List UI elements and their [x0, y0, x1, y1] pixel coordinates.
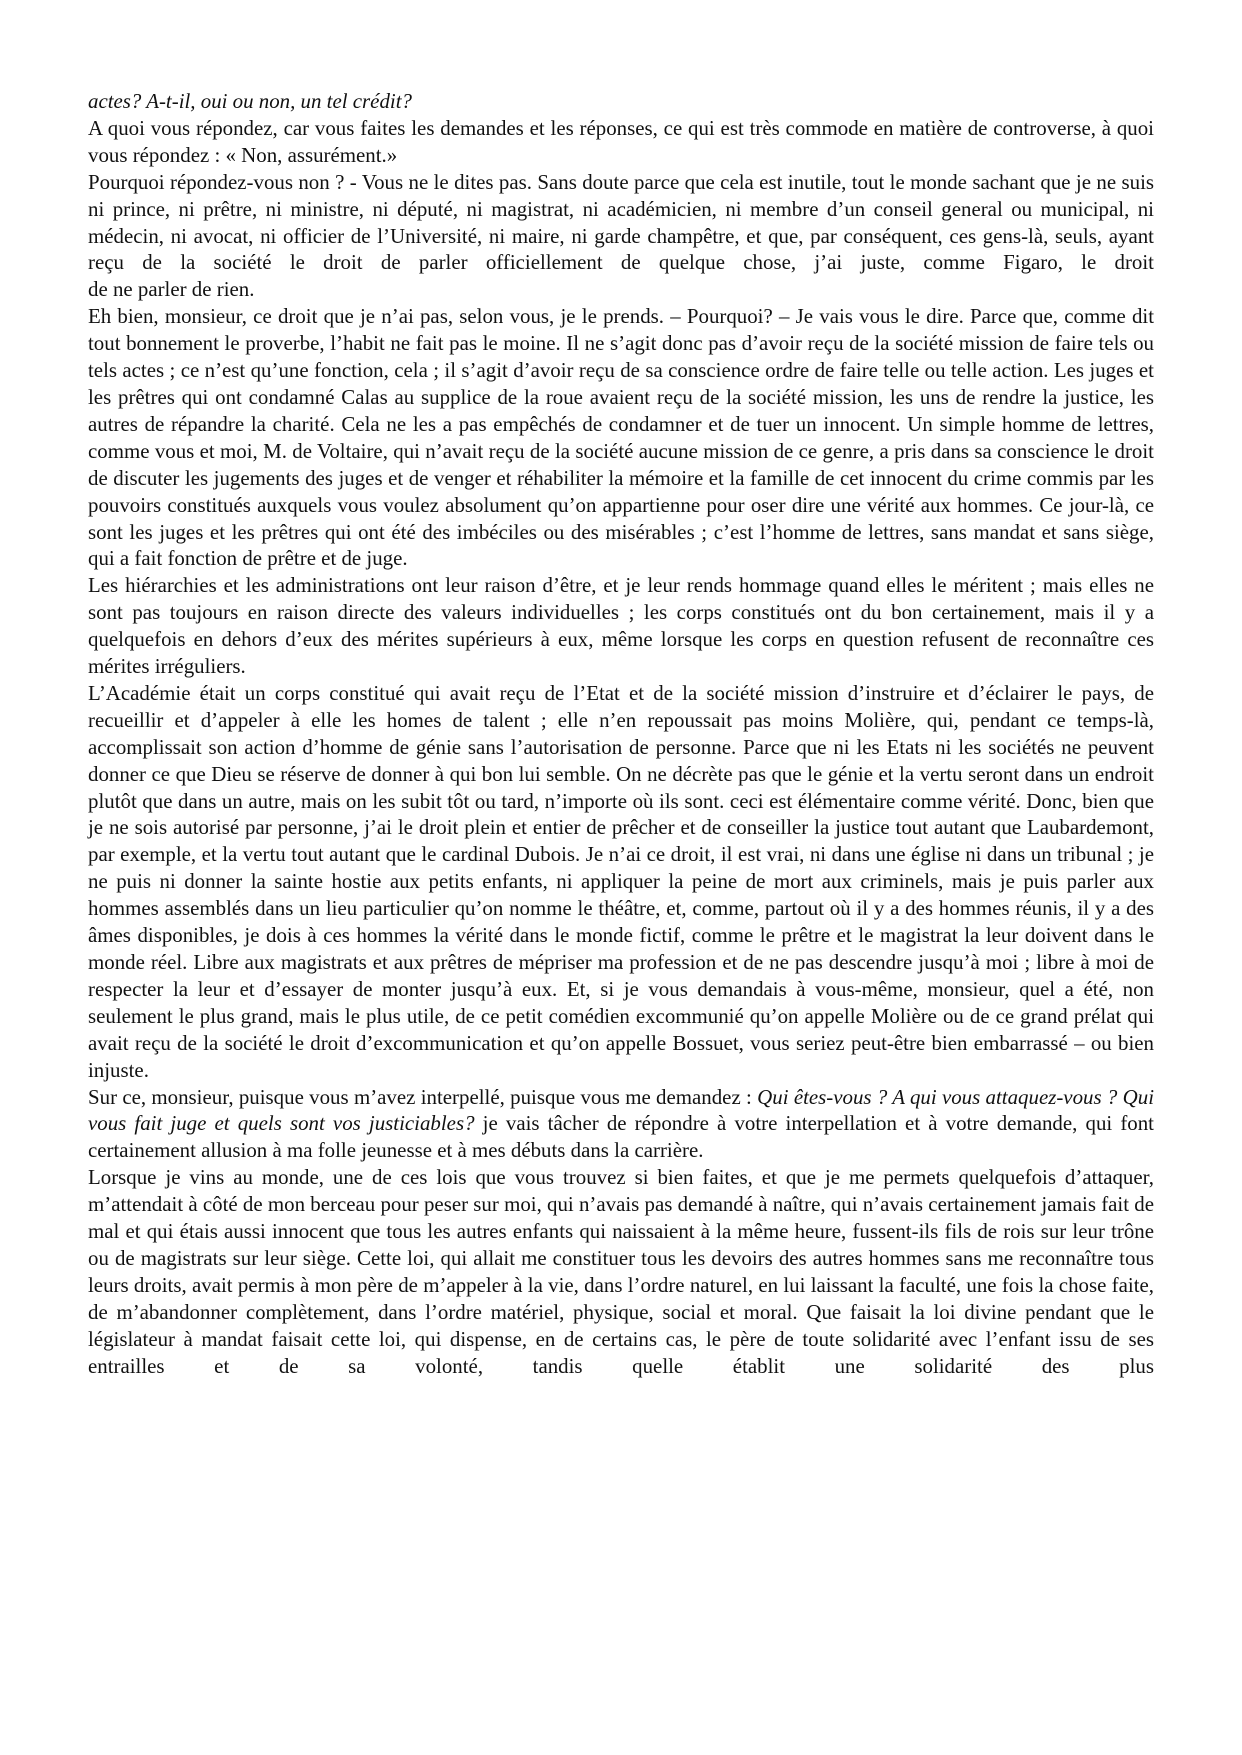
paragraph [88, 572, 1154, 680]
paragraph [88, 115, 1154, 169]
paragraph [88, 1084, 1154, 1165]
paragraph [88, 169, 1154, 277]
paragraph-text: L’Académie était un corps constitué qui avait reçu de l’Etat et de la société mission d’instruire et d’éclairer le pays, de recueillir et d’appeler à elle les homes de talent ; elle n’en repoussait pas moins Molière, qui, pendant ce temps-là, accomplissait son action d’homme de génie sans l’autorisation de personne. Parce que ni les Etats ni les sociétés ne peuvent donner ce que Dieu se réserve de donner à qui bon lui semble. On ne décrète pas que le génie et la vertu seront dans un endroit plutôt que dans un autre, mais on les subit tôt ou tard, n’importe où ils sont. ceci est élémentaire comme vérité. Donc, bien que je ne sois autorisé par personne, j’ai le droit plein et entier de prêcher et de conseiller la justice tout autant que Laubardemont, par exemple, et la vertu tout autant que le cardinal Dubois. Je n’ai ce droit, il est vrai, ni dans une église ni dans un tribunal ; je ne puis ni donner la sainte hostie aux petits enfants, ni appliquer la peine de mort aux criminels, mais je puis parler aux hommes assemblés dans un lieu particulier qu’on nomme le théâtre, et, comme, partout où il y a des hommes réunis, il y a des âmes disponibles, je dois à ces hommes la vérité dans le monde fictif, comme le prêtre et le magistrat la leur doivent dans le monde réel. Libre aux magistrats et aux prêtres de mépriser ma profession et de ne pas descendre jusqu’à moi ; libre à moi de respecter la leur et d’essayer de monter jusqu’à eux. Et, si je vous demandais à vous-même, monsieur, quel a été, non seulement le plus grand, mais le plus utile, de ce petit comédien excommunié qu’on appelle Molière ou de ce grand prélat qui avait reçu de la société le droit d’excommunication et qu’on appelle Bossuet, vous seriez peut-être bien embarrassé – ou bien injuste. [88, 680, 1154, 1082]
document-page [88, 88, 1154, 1380]
paragraph-text: Lorsque je vins au monde, une de ces lois que vous trouvez si bien faites, et que je me permets quelquefois d’attaquer, m’attendait à côté de mon berceau pour peser sur moi, qui n’avais pas demandé à naître, qui n’avais certainement jamais fait de mal et qui étais aussi innocent que tous les autres enfants qui naissaient à la même heure, fussent-ils fils de rois sur leur trône ou de magistrats sur leur siège. Cette loi, qui allait me constituer tous les devoirs des autres hommes sans me reconnaître tous leurs droits, avait permis à mon père de m’appeler à la vie, dans l’ordre naturel, en lui laissant la faculté, une fois la chose faite, de m’abandonner complètement, dans l’ordre matériel, physique, social et moral. Que faisait la loi divine pendant que le législateur à mandat faisait cette loi, qui dispense, en de certains cas, le père de toute solidarité avec l’enfant issu de ses entrailles et de sa volonté, tandis quelle établit une solidarité des plus [88, 1165, 1154, 1378]
paragraph [88, 1164, 1154, 1379]
paragraph-italic-text: Qui êtes-vous ? A qui vous attaquez-vous ? Qui vous fait juge et quels sont vos justiciables? [88, 1084, 1155, 1136]
paragraph-text: Les hiérarchies et les administrations ont leur raison d’être, et je leur rends hommage quand elles le méritent ; mais elles ne sont pas toujours en raison directe des valeurs individuelles ; les corps constitués ont du bon certainement, mais il y a quelquefois en dehors d’eux des mérites supérieurs à eux, même lorsque les corps en question refusent de reconnaître ces mérites irréguliers. [88, 573, 1154, 679]
paragraph-text: A quoi vous répondez, car vous faites les demandes et les réponses, ce qui est très commode en matière de controverse, à quoi vous répondez : « Non, assurément.» [88, 115, 1154, 167]
paragraph-text: actes? A-t-il, oui ou non, un tel crédit? [88, 89, 412, 113]
paragraph [88, 680, 1154, 1084]
paragraph-text: Pourquoi répondez-vous non ? - Vous ne le dites pas. Sans doute parce que cela est inutile, tout le monde sachant que je ne suis ni prince, ni prêtre, ni ministre, ni député, ni magistrat, ni académicien, ni membre d’un conseil general ou municipal, ni médecin, ni avocat, ni officier de l’Université, ni maire, ni garde champêtre, et que, par conséquent, ces gens-là, seuls, ayant reçu de la société le droit de parler officiellement de quelque chose, j’ai juste, comme Figaro, le droit [88, 169, 1154, 275]
paragraph [88, 303, 1154, 572]
paragraph-text: Eh bien, monsieur, ce droit que je n’ai pas, selon vous, je le prends. – Pourquoi? – Je vais vous le dire. Parce que, comme dit tout bonnement le proverbe, l’habit ne fait pas le moine. Il ne s’agit donc pas d’avoir reçu de la société mission de faire tels ou tels actes ; ce n’est qu’une fonction, cela ; il s’agit d’avoir reçu de sa conscience ordre de faire telle ou telle action. Les juges et les prêtres qui ont condamné Calas au supplice de la roue avaient reçu de la société mission, les uns de rendre la justice, les autres de répandre la charité. Cela ne les a pas empêchés de condamner et de tuer un innocent. Un simple homme de lettres, comme vous et moi, M. de Voltaire, qui n’avait reçu de la société aucune mission de ce genre, a pris dans sa conscience le droit de discuter les jugements des juges et de venger et réhabiliter la mémoire et la famille de cet innocent du crime commis par les pouvoirs constitués auxquels vous voulez absolument qu’on appartienne pour oser dire une vérité aux hommes. Ce jour-là, ce sont les juges et les prêtres qui ont été des imbéciles ou des misérables ; c’est l’homme de lettres, sans mandat et sans siège, qui a fait fonction de prêtre et de juge. [88, 304, 1154, 571]
paragraph-text: de ne parler de rien. [88, 277, 255, 302]
paragraph [88, 88, 1154, 115]
paragraph [88, 276, 1154, 303]
paragraph-text: je vais tâcher de répondre à votre interpellation et à votre demande, qui font certainement allusion à ma folle jeunesse et à mes débuts dans la carrière. [88, 1111, 1154, 1163]
paragraph-text: Sur ce, monsieur, puisque vous m’avez interpellé, puisque vous me demandez : [88, 1084, 758, 1109]
